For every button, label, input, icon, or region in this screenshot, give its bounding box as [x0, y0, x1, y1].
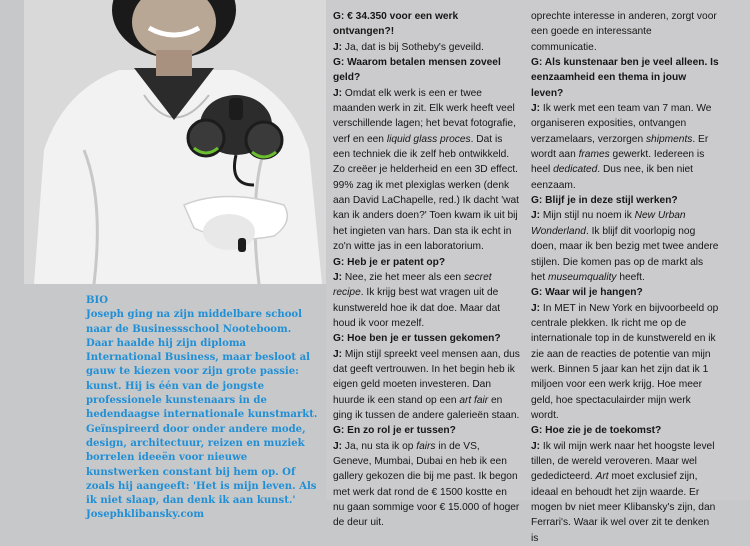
answer-text: moet exclusief zijn, ideaal en behoudt het zijn waarde. Er mogen bv niet meer Klibansky's zijn, dan Ferrari's. Waar ik wel over zit te denken is — [531, 471, 716, 544]
answer-text: . Er wordt aan — [531, 133, 709, 161]
answer-label: J: — [333, 348, 343, 360]
question-text: Blijf je in deze stijl werken? — [545, 195, 678, 207]
italic-term: museumquality — [548, 271, 617, 283]
interview-answer — [333, 270, 521, 331]
bio-box — [86, 294, 318, 523]
question-text: Waar wil je hangen? — [545, 287, 643, 299]
interview-answer — [531, 208, 719, 285]
question-label: G: — [333, 256, 345, 268]
question-label: G: — [333, 57, 345, 69]
answer-text: Ja, dat is bij Sotheby's geveild. — [344, 41, 484, 53]
answer-text: Ik wil mijn werk naar het hoogste level tillen, de wereld veroveren. Maar wel gededicteerd. — [531, 440, 715, 483]
answer-text: in de VS, Geneve, Mumbai, Dubai en heb ik een gallery gekozen die bij me past. Ik begon met werk dat rond de € 1500 kostte en nu gaan sommige voor € 15.000 of hoger de deur uit. — [333, 440, 520, 529]
artist-in-lab-coat-with-respirator-image — [24, 0, 326, 284]
answer-label: J: — [333, 87, 343, 99]
interview-question — [531, 193, 719, 208]
italic-term: shipments — [645, 133, 693, 145]
interview-question — [333, 331, 521, 346]
interview-answer — [333, 347, 521, 424]
answer-text: gewerkt. Iedereen is heel — [531, 149, 705, 176]
interview-answer — [531, 101, 719, 193]
answer-label: J: — [531, 210, 541, 222]
interview-answer — [531, 301, 719, 424]
italic-term: secret recipe — [333, 271, 492, 299]
artist-photo — [24, 0, 326, 284]
answer-label: J: — [333, 271, 343, 283]
answer-text: heeft. — [616, 271, 645, 283]
interview-question — [333, 255, 521, 270]
answer-label: J: — [531, 440, 541, 452]
question-text: Waarom betalen mensen zoveel geld? — [333, 57, 501, 84]
answer-text: Omdat elk werk is een er twee maanden werk in zit. Elk werk heeft veel verschillende lagen; het bevat fotografie, verf en een — [333, 87, 516, 145]
answer-text: . Dat is een techniek die ik zelf heb ontwikkeld. Zo creëer je helderheid en een 3D effect. 99% zag ik met plexiglas werken (denk aan David LaChapelle, red.) Ik dacht 'wat kan ik anders doen?' Toen kwam ik uit bij het ingieten van hars. Dan sta ik echt in zo'n witte jas in een laboratorium. — [333, 133, 519, 253]
italic-term: fairs — [416, 440, 436, 452]
bio-title: BIO — [86, 295, 109, 306]
question-label: G: — [333, 333, 345, 345]
interview-column-1 — [333, 9, 521, 531]
interview-question — [333, 423, 521, 438]
interview-question — [333, 55, 521, 86]
italic-term: art fair — [459, 394, 489, 406]
italic-term: Art — [595, 471, 609, 483]
question-text: Hoe zie je de toekomst? — [545, 425, 662, 437]
interview-answer — [333, 86, 521, 255]
question-label: G: — [531, 425, 543, 437]
interview-answer — [333, 439, 521, 531]
question-text: Heb je er patent op? — [347, 256, 446, 268]
answer-text: oprechte interesse in anderen, zorgt voor een goede en interessante communicatie. — [531, 11, 717, 53]
answer-label: J: — [333, 41, 343, 53]
interview-answer — [333, 40, 521, 55]
italic-term: dedicated — [553, 164, 598, 176]
interview-question — [531, 423, 719, 438]
answer-text: Ik werk met een team van 7 man. We organiseren exposities, ontvangen verzamelaars, verzorgen — [531, 103, 712, 145]
question-text: Als kunstenaar ben je veel alleen. Is eenzaamheid een thema in jouw leven? — [531, 57, 719, 99]
interview-answer — [531, 9, 719, 55]
question-text: € 34.350 voor een werk ontvangen?! — [333, 11, 459, 38]
italic-term: liquid glass proces — [386, 133, 471, 145]
interview-column-2 — [531, 9, 719, 546]
question-label: G: — [333, 11, 345, 22]
question-label: G: — [333, 425, 345, 437]
answer-text: Nee, zie het meer als een — [344, 271, 464, 283]
question-label: G: — [531, 287, 543, 299]
answer-text: In MET in New York en bijvoorbeeld op centrale plekken. Ik richt me op de internationale top in de kunstwereld en ik zie aan de reacties de potentie van mijn werk. Binnen 5 jaar kan het zijn dat ik 1 miljoen voor een werk krijg. Hoe meer geld, hoe spectaculairder mijn werk wordt. — [531, 302, 719, 421]
answer-text: . Ik krijg best wat vragen uit de kunstwereld hoe ik dat doe. Maar dat houd ik voor mezelf. — [333, 287, 501, 329]
answer-label: J: — [531, 103, 541, 115]
answer-text: Ja, nu sta ik op — [344, 440, 417, 452]
answer-text: Mijn stijl spreekt veel mensen aan, dus dat geeft vertrouwen. In het begin heb ik eigen geld moeten investeren. Dan huurde ik een stand op een — [333, 348, 520, 406]
question-label: G: — [531, 195, 543, 207]
bio-text: Joseph ging na zijn middelbare school naar de Businessschool Nooteboom. Daar haalde hij zijn diploma International Business, maar besloot al gauw te kiezen voor zijn grote passie: kunst. Hij is één van de jongste professionele kunstenaars in de hedendaagse internationale kunstmarkt. Geïnspireerd door onder andere mode, design, architectuur, reizen en muziek borrelen ideeën voor nieuwe kunstwerken constant bij hem op. Of zoals hij aangeeft: 'Het is mijn leven. Als ik niet slaap, dan denk ik aan kunst.' Josephklibansky.com — [86, 309, 318, 521]
italic-term: frames — [578, 149, 610, 161]
answer-text: . Dus nee, ik ben niet eenzaam. — [531, 164, 693, 191]
question-text: En zo rol je er tussen? — [347, 425, 456, 437]
interview-answer — [531, 439, 719, 546]
interview-question — [333, 9, 521, 40]
interview-question — [531, 55, 719, 101]
italic-term: New Urban Wonderland — [531, 210, 686, 237]
answer-label: J: — [333, 440, 343, 452]
question-text: Hoe ben je er tussen gekomen? — [347, 333, 501, 345]
interview-question — [531, 285, 719, 300]
answer-label: J: — [531, 302, 541, 314]
answer-text: en ging ik tussen de andere galerieën staan. — [333, 394, 520, 421]
answer-text: . Ik blijf dit voorlopig nog doen, maar ik ben bezig met twee andere stijlen. Die komen pas op de markt als het — [531, 225, 719, 283]
question-label: G: — [531, 57, 543, 69]
answer-text: Mijn stijl nu noem ik — [542, 210, 635, 222]
